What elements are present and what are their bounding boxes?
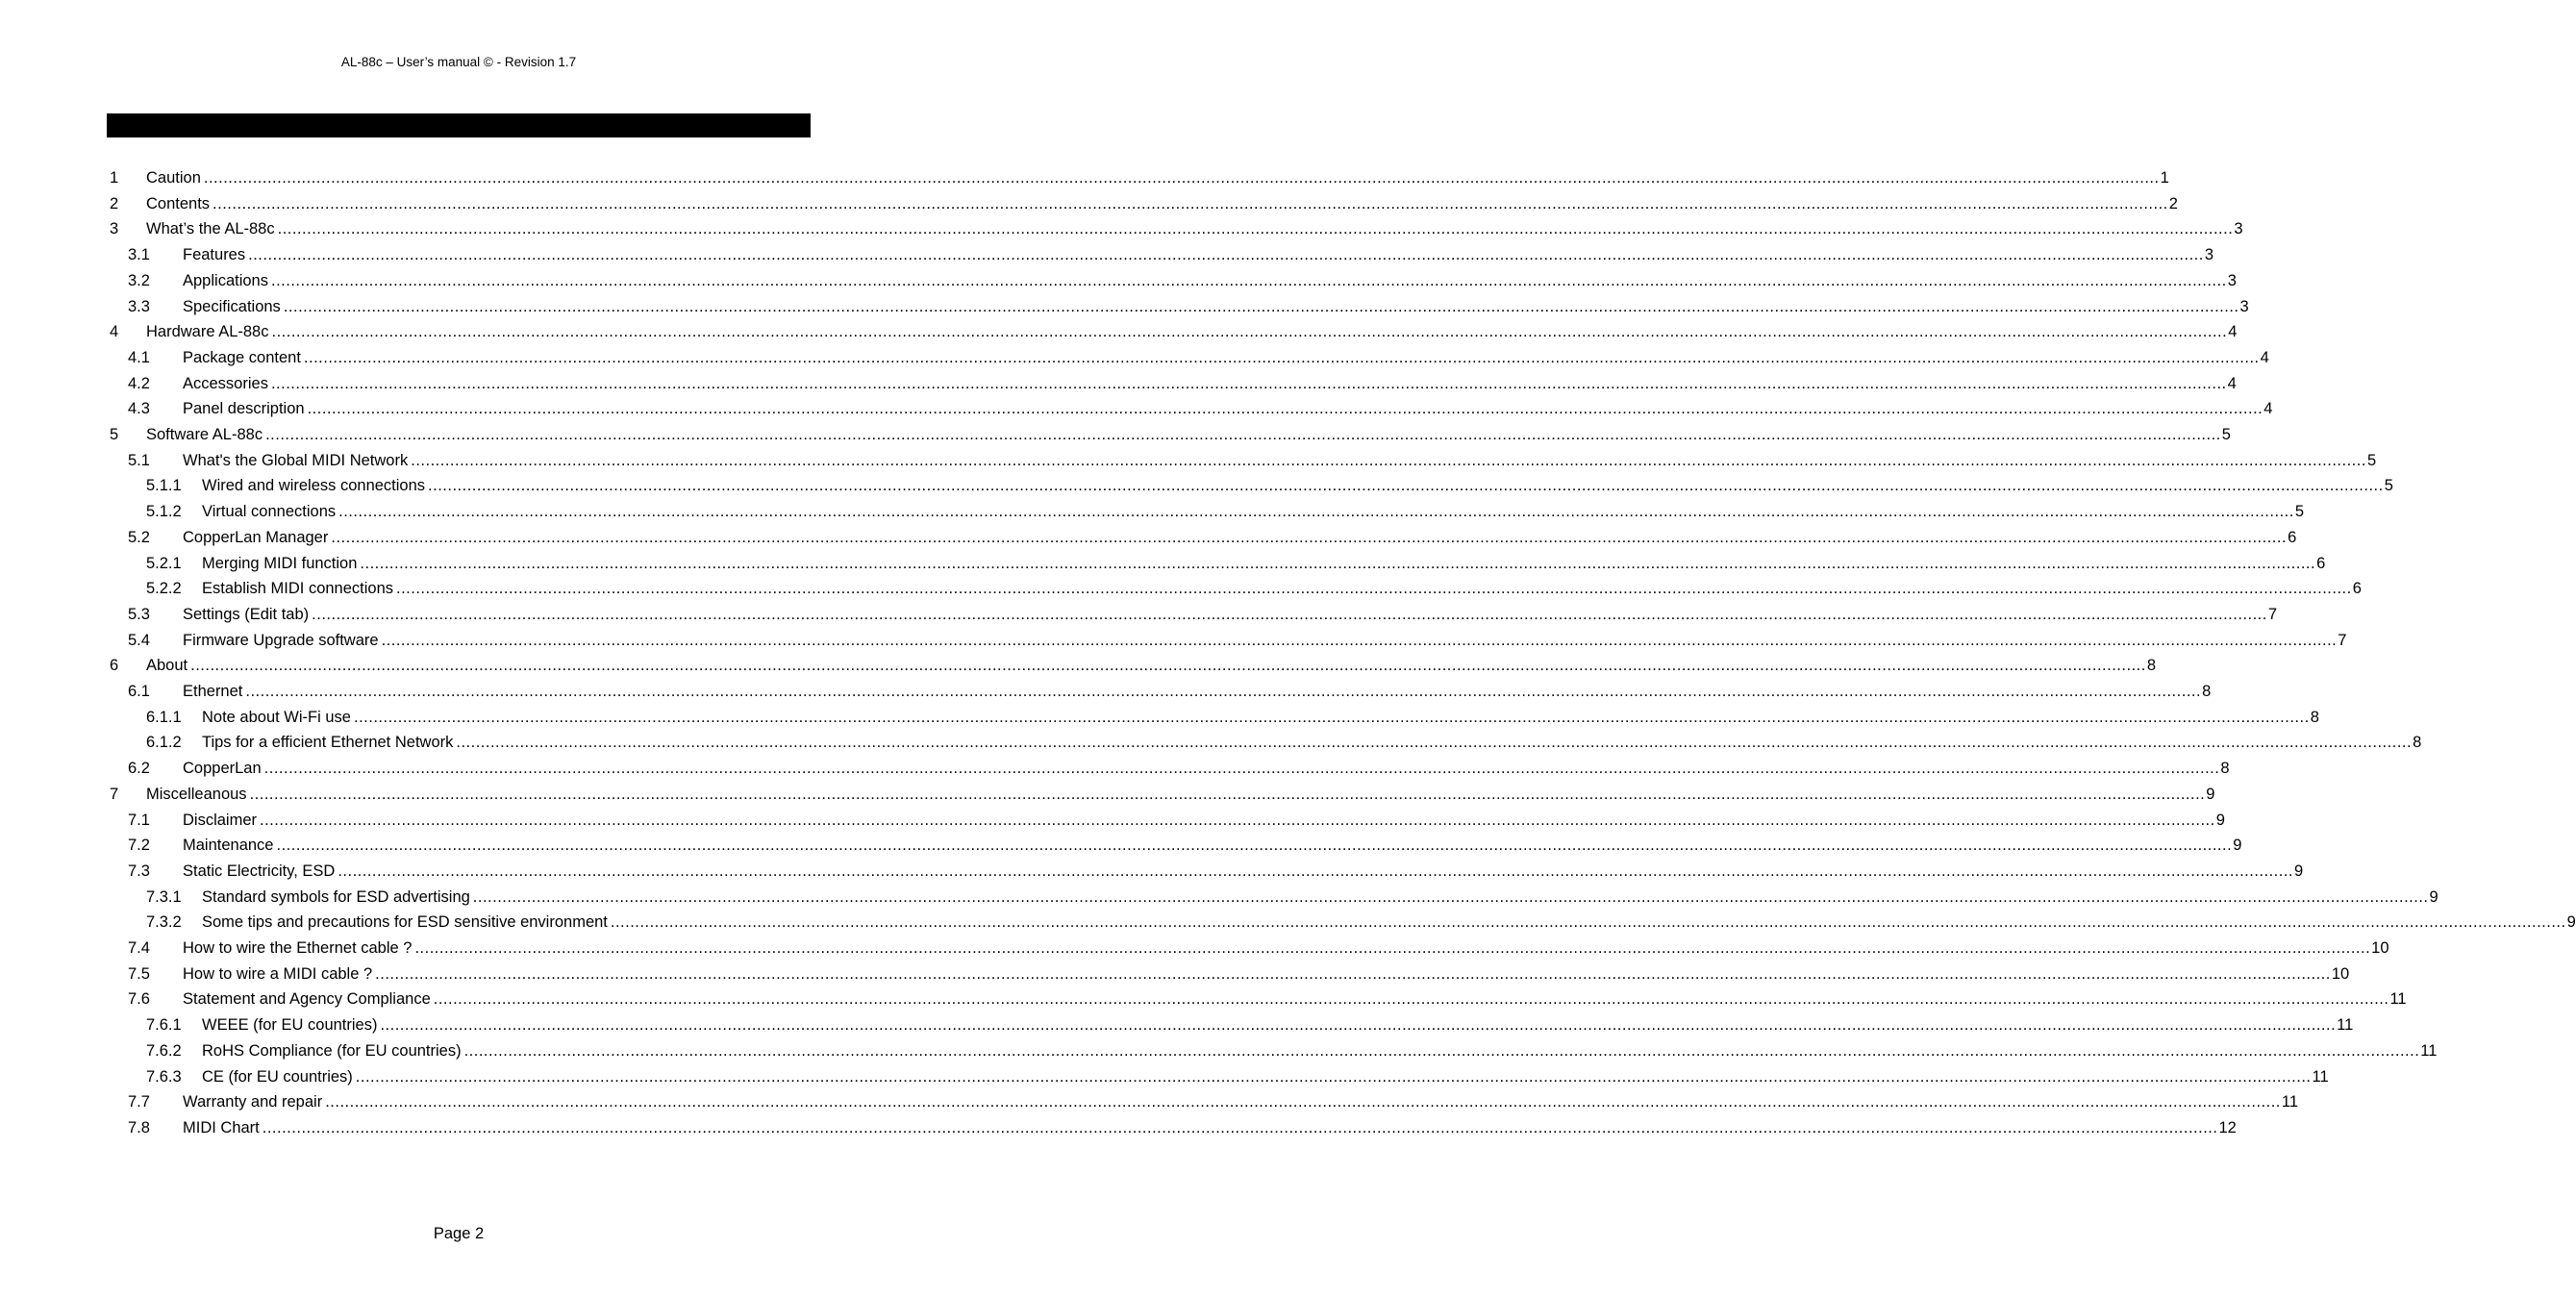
toc-entry-number: 5.2.2 (146, 580, 182, 598)
toc-entry[interactable] (0, 422, 2231, 448)
toc-entry[interactable] (0, 756, 2230, 782)
toc-entry-title[interactable]: Features (183, 246, 246, 264)
toc-entry-number: 5.4 (128, 631, 150, 649)
toc-entry-page: 4 (2227, 374, 2237, 392)
dot-leader: ................................................................................................................................................................................................................................................................................................................................................................................................................ (456, 734, 2413, 752)
toc-entry-title[interactable]: Panel description (183, 400, 305, 418)
toc-entry-title[interactable]: What’s the AL-88c (146, 220, 275, 238)
toc-entry-title[interactable]: CopperLan Manager (183, 528, 329, 546)
toc-entry[interactable] (0, 551, 2326, 577)
toc-entry[interactable] (0, 473, 2393, 499)
toc-entry[interactable] (0, 962, 2350, 987)
toc-entry-title[interactable]: RoHS Compliance (for EU countries) (202, 1041, 462, 1060)
toc-entry[interactable] (0, 294, 2249, 320)
toc-entry[interactable] (0, 1115, 2237, 1141)
toc-entry-page: 8 (2310, 708, 2319, 726)
toc-entry-line (202, 885, 2438, 911)
toc-entry-title[interactable]: What's the Global MIDI Network (183, 451, 409, 469)
toc-entry[interactable] (0, 936, 2389, 962)
toc-entry-title[interactable]: Hardware AL-88c (146, 323, 269, 341)
toc-entry-page: 7 (2267, 605, 2278, 623)
toc-entry-number: 4 (110, 323, 119, 341)
toc-entry-title[interactable]: Accessories (183, 374, 268, 392)
toc-entry-page: 4 (2263, 400, 2273, 418)
dot-leader: ................................................................................................................................................................................................................................................................................................................................................................................................................ (277, 220, 2234, 238)
toc-entry-number: 7.6.3 (146, 1067, 182, 1086)
toc-entry-title[interactable]: WEEE (for EU countries) (202, 1016, 378, 1035)
dot-leader: ................................................................................................................................................................................................................................................................................................................................................................................................................ (283, 297, 2239, 315)
dot-leader: ................................................................................................................................................................................................................................................................................................................................................................................................................ (338, 862, 2294, 880)
toc-entry-page: 9 (2215, 811, 2225, 829)
toc-entry-number: 7.7 (128, 1093, 150, 1112)
toc-entry[interactable] (0, 602, 2278, 628)
dot-leader: ................................................................................................................................................................................................................................................................................................................................................................................................................ (249, 785, 2206, 803)
dot-leader: ................................................................................................................................................................................................................................................................................................................................................................................................................ (360, 554, 2316, 572)
toc-entry-title[interactable]: Settings (Edit tab) (183, 605, 310, 623)
dot-leader: ................................................................................................................................................................................................................................................................................................................................................................................................................ (610, 913, 2566, 932)
toc-entry-line (183, 987, 2407, 1012)
toc-entry-line (183, 936, 2389, 962)
toc-entry-line (183, 602, 2278, 628)
dot-leader: ................................................................................................................................................................................................................................................................................................................................................................................................................ (213, 194, 2168, 212)
toc-entry-page: 10 (2331, 964, 2350, 983)
toc-entry[interactable] (0, 628, 2347, 654)
toc-entry-page: 9 (2429, 887, 2438, 906)
dot-leader: ................................................................................................................................................................................................................................................................................................................................................................................................................ (270, 271, 2227, 289)
toc-entry-number: 3.3 (128, 297, 150, 315)
toc-entry-line (183, 628, 2347, 654)
toc-entry-line (202, 910, 2576, 936)
toc-entry-line (146, 653, 2157, 679)
toc-entry[interactable] (0, 576, 2362, 602)
toc-entry-title[interactable]: Package content (183, 348, 301, 366)
toc-entry[interactable] (0, 730, 2422, 756)
toc-entry-title[interactable]: MIDI Chart (183, 1118, 260, 1137)
toc-entry-title[interactable]: Virtual connections (202, 503, 337, 521)
toc-entry-line (183, 833, 2242, 859)
dot-leader: ................................................................................................................................................................................................................................................................................................................................................................................................................ (263, 760, 2220, 778)
dot-leader: ................................................................................................................................................................................................................................................................................................................................................................................................................ (375, 964, 2331, 983)
toc-entry-page: 6 (2316, 554, 2326, 572)
toc-entry-number: 7.6 (128, 990, 150, 1009)
toc-entry-page: 4 (2260, 348, 2269, 366)
toc-entry-title[interactable]: Merging MIDI function (202, 554, 358, 572)
toc-entry-line (183, 294, 2249, 320)
toc-entry-title[interactable]: CE (for EU countries) (202, 1067, 353, 1086)
toc-entry-page: 11 (2337, 1016, 2354, 1035)
toc-entry-line (183, 371, 2237, 397)
toc-entry-line (146, 165, 2169, 191)
toc-entry-number: 6.1 (128, 683, 150, 700)
dot-leader: ................................................................................................................................................................................................................................................................................................................................................................................................................ (265, 426, 2221, 443)
toc-entry-page: 3 (2204, 246, 2214, 264)
dot-leader: ................................................................................................................................................................................................................................................................................................................................................................................................................ (355, 1067, 2312, 1086)
toc-entry[interactable] (0, 396, 2273, 422)
toc-entry-page: 9 (2566, 913, 2576, 932)
dot-leader: ................................................................................................................................................................................................................................................................................................................................................................................................................ (381, 631, 2338, 649)
toc-entry-page: 11 (2281, 1093, 2299, 1112)
toc-entry-number: 5.2.1 (146, 554, 182, 572)
toc-entry-line (146, 191, 2178, 217)
toc-entry[interactable] (0, 1012, 2354, 1038)
toc-entry[interactable] (0, 808, 2225, 834)
dot-leader: ................................................................................................................................................................................................................................................................................................................................................................................................................ (271, 323, 2228, 341)
toc-entry-page: 3 (2234, 220, 2243, 238)
toc-entry-number: 6.1.1 (146, 708, 182, 726)
toc-entry-line (183, 448, 2377, 474)
toc-entry-title[interactable]: Standard symbols for ESD advertising (202, 887, 470, 906)
toc-entry[interactable] (0, 987, 2407, 1012)
toc-entry-number: 6.2 (128, 760, 150, 778)
toc-entry-title[interactable]: How to wire a MIDI cable ? (183, 964, 373, 983)
dot-leader: ................................................................................................................................................................................................................................................................................................................................................................................................................ (190, 657, 2146, 675)
dot-leader: ................................................................................................................................................................................................................................................................................................................................................................................................................ (331, 528, 2288, 546)
toc-entry-line (202, 730, 2422, 756)
dot-leader: ................................................................................................................................................................................................................................................................................................................................................................................................................ (262, 1118, 2218, 1137)
toc-entry-title[interactable]: About (146, 657, 188, 675)
toc-entry-title[interactable]: Software AL-88c (146, 426, 263, 443)
toc-entry-page: 9 (2233, 837, 2242, 855)
toc-entry[interactable] (0, 165, 2169, 191)
toc-entry-number: 5 (110, 426, 119, 443)
toc-entry-line (183, 808, 2225, 834)
contents-title-bar (107, 113, 811, 137)
toc-entry-page: 6 (2352, 580, 2362, 598)
dot-leader: ................................................................................................................................................................................................................................................................................................................................................................................................................ (312, 605, 2267, 623)
toc-entry-number: 5.3 (128, 605, 150, 623)
toc-entry[interactable] (0, 1064, 2329, 1090)
toc-entry-page: 4 (2228, 323, 2238, 341)
toc-entry-line (183, 859, 2304, 885)
toc-entry-number: 7.6.1 (146, 1016, 182, 1035)
dot-leader: ................................................................................................................................................................................................................................................................................................................................................................................................................ (303, 348, 2260, 366)
toc-entry-line (183, 345, 2269, 371)
toc-entry-page: 1 (2160, 169, 2169, 187)
toc-entry-line (183, 1089, 2299, 1115)
toc-entry-line (146, 422, 2231, 448)
toc-entry[interactable] (0, 653, 2157, 679)
toc-entry-number: 1 (110, 169, 119, 187)
toc-entry[interactable] (0, 833, 2242, 859)
toc-entry[interactable] (0, 448, 2377, 474)
toc-entry[interactable] (0, 268, 2237, 294)
dot-leader: ................................................................................................................................................................................................................................................................................................................................................................................................................ (396, 580, 2352, 598)
toc-entry-number: 3.1 (128, 246, 150, 264)
toc-entry[interactable] (0, 885, 2438, 911)
toc-entry-line (183, 756, 2230, 782)
toc-entry-page: 5 (2384, 477, 2393, 495)
toc-entry-title[interactable]: Firmware Upgrade software (183, 631, 379, 649)
toc-entry-number: 5.1.1 (146, 477, 182, 495)
toc-entry[interactable] (0, 345, 2269, 371)
toc-entry-number: 5.1 (128, 451, 150, 469)
toc-entry-number: 7.4 (128, 939, 150, 957)
toc-entry[interactable] (0, 679, 2212, 705)
dot-leader: ................................................................................................................................................................................................................................................................................................................................................................................................................ (325, 1093, 2281, 1112)
toc-entry-page: 5 (2294, 503, 2305, 521)
dot-leader: ................................................................................................................................................................................................................................................................................................................................................................................................................ (428, 477, 2384, 495)
toc-entry[interactable] (0, 191, 2178, 217)
dot-leader: ................................................................................................................................................................................................................................................................................................................................................................................................................ (307, 400, 2263, 418)
dot-leader: ................................................................................................................................................................................................................................................................................................................................................................................................................ (203, 169, 2160, 187)
dot-leader: ................................................................................................................................................................................................................................................................................................................................................................................................................ (270, 374, 2227, 392)
toc-entry-line (202, 1064, 2329, 1090)
dot-leader: ................................................................................................................................................................................................................................................................................................................................................................................................................ (433, 990, 2389, 1009)
toc-entry[interactable] (0, 242, 2214, 268)
toc-entry-line (202, 499, 2305, 525)
toc-entry-title[interactable]: Wired and wireless connections (202, 477, 426, 495)
toc-entry-number: 6.1.2 (146, 734, 182, 752)
toc-entry-line (183, 525, 2297, 551)
toc-entry-title[interactable]: Tips for a efficient Ethernet Network (202, 734, 454, 752)
toc-entry-line (183, 679, 2212, 705)
toc-entry[interactable] (0, 782, 2215, 808)
toc-entry-title[interactable]: Warranty and repair (183, 1093, 323, 1112)
toc-entry-title[interactable]: CopperLan (183, 760, 262, 778)
toc-entry-number: 4.1 (128, 348, 150, 366)
toc-entry-number: 7.3 (128, 862, 150, 880)
toc-entry-title[interactable]: Maintenance (183, 837, 274, 855)
dot-leader: ................................................................................................................................................................................................................................................................................................................................................................................................................ (276, 837, 2233, 855)
toc-entry-number: 7 (110, 785, 119, 803)
toc-entry-title[interactable]: Statement and Agency Compliance (183, 990, 431, 1009)
toc-entry[interactable] (0, 1038, 2438, 1064)
dot-leader: ................................................................................................................................................................................................................................................................................................................................................................................................................ (411, 451, 2366, 469)
toc-entry-title[interactable]: Note about Wi-Fi use (202, 708, 351, 726)
toc-entry[interactable] (0, 216, 2243, 242)
toc-entry-number: 7.8 (128, 1118, 150, 1137)
toc-entry-number: 4.3 (128, 400, 150, 418)
toc-entry-page: 3 (2227, 271, 2237, 289)
dot-leader: ................................................................................................................................................................................................................................................................................................................................................................................................................ (414, 939, 2371, 957)
toc-entry-page: 2 (2168, 194, 2178, 212)
toc-entry-line (202, 705, 2319, 731)
toc-entry-title[interactable]: How to wire the Ethernet cable ? (183, 939, 413, 957)
toc-entry-page: 5 (2221, 426, 2231, 443)
toc-entry-line (183, 268, 2237, 294)
dot-leader: ................................................................................................................................................................................................................................................................................................................................................................................................................ (472, 887, 2429, 906)
toc-entry-title[interactable]: Miscelleanous (146, 785, 247, 803)
dot-leader: ................................................................................................................................................................................................................................................................................................................................................................................................................ (353, 708, 2310, 726)
toc-entry-line (183, 1115, 2237, 1141)
toc-entry-title[interactable]: Caution (146, 169, 201, 187)
dot-leader: ................................................................................................................................................................................................................................................................................................................................................................................................................ (248, 246, 2204, 264)
toc-entry-page: 7 (2338, 631, 2347, 649)
dot-leader: ................................................................................................................................................................................................................................................................................................................................................................................................................ (338, 503, 2294, 521)
toc-entry-title[interactable]: Applications (183, 271, 268, 289)
toc-entry-line (183, 396, 2273, 422)
toc-entry[interactable] (0, 859, 2304, 885)
toc-entry-line (183, 962, 2350, 987)
dot-leader: ................................................................................................................................................................................................................................................................................................................................................................................................................ (260, 811, 2215, 829)
page-header: AL-88c – User’s manual © - Revision 1.7 (340, 55, 577, 69)
toc-entry-page: 11 (2312, 1067, 2329, 1086)
toc-entry-page: 8 (2146, 657, 2157, 675)
toc-entry-number: 2 (110, 194, 119, 212)
toc-entry-number: 7.5 (128, 964, 150, 983)
toc-entry-title[interactable]: Static Electricity, ESD (183, 862, 336, 880)
toc-entry[interactable] (0, 525, 2297, 551)
toc-entry-line (146, 319, 2238, 345)
toc-entry-number: 7.3.1 (146, 887, 182, 906)
toc-entry-line (202, 1012, 2354, 1038)
toc-entry-page: 12 (2218, 1118, 2237, 1137)
toc-entry-line (146, 782, 2215, 808)
toc-entry-page: 5 (2366, 451, 2377, 469)
toc-entry-page: 11 (2389, 990, 2407, 1009)
toc-entry-number: 3.2 (128, 271, 150, 289)
dot-leader: ................................................................................................................................................................................................................................................................................................................................................................................................................ (380, 1016, 2337, 1035)
toc-entry-line (202, 576, 2362, 602)
toc-entry-title[interactable]: Contents (146, 194, 211, 212)
toc-entry-number: 4.2 (128, 374, 150, 392)
toc-entry-page: 8 (2413, 734, 2422, 752)
toc-entry-page: 3 (2239, 297, 2249, 315)
toc-entry-page: 8 (2202, 683, 2212, 700)
toc-entry-number: 3 (110, 220, 119, 238)
toc-entry-page: 9 (2206, 785, 2215, 803)
toc-entry[interactable] (0, 319, 2238, 345)
toc-entry-title[interactable]: Specifications (183, 297, 281, 315)
toc-entry-title[interactable]: Disclaimer (183, 811, 258, 829)
toc-entry-page: 11 (2420, 1041, 2438, 1060)
toc-entry-number: 7.3.2 (146, 913, 182, 932)
toc-entry-title[interactable]: Some tips and precautions for ESD sensitive environment (202, 913, 608, 932)
toc-entry-number: 7.6.2 (146, 1041, 182, 1060)
toc-entry-number: 7.1 (128, 811, 150, 829)
toc-entry-line (146, 216, 2243, 242)
toc-entry-page: 8 (2220, 760, 2230, 778)
toc-entry[interactable] (0, 705, 2319, 731)
toc-entry-page: 9 (2294, 862, 2304, 880)
toc-entry-line (202, 551, 2326, 577)
toc-entry[interactable] (0, 499, 2305, 525)
toc-entry-number: 6 (110, 657, 119, 675)
toc-entry-page: 6 (2288, 528, 2297, 546)
dot-leader: ................................................................................................................................................................................................................................................................................................................................................................................................................ (245, 683, 2202, 700)
toc-entry[interactable] (0, 371, 2237, 397)
toc-entry[interactable] (0, 910, 2576, 936)
toc-entry-number: 5.1.2 (146, 503, 182, 521)
toc-entry-title[interactable]: Ethernet (183, 683, 243, 700)
dot-leader: ................................................................................................................................................................................................................................................................................................................................................................................................................ (463, 1041, 2420, 1060)
toc-entry-number: 7.2 (128, 837, 150, 855)
toc-entry-title[interactable]: Establish MIDI connections (202, 580, 394, 598)
toc-entry-line (183, 242, 2214, 268)
toc-entry-line (202, 473, 2393, 499)
toc-entry[interactable] (0, 1089, 2299, 1115)
toc-entry-number: 5.2 (128, 528, 150, 546)
toc-entry-line (202, 1038, 2438, 1064)
page-number: Page 2 (433, 1225, 485, 1242)
toc-entry-page: 10 (2371, 939, 2389, 957)
